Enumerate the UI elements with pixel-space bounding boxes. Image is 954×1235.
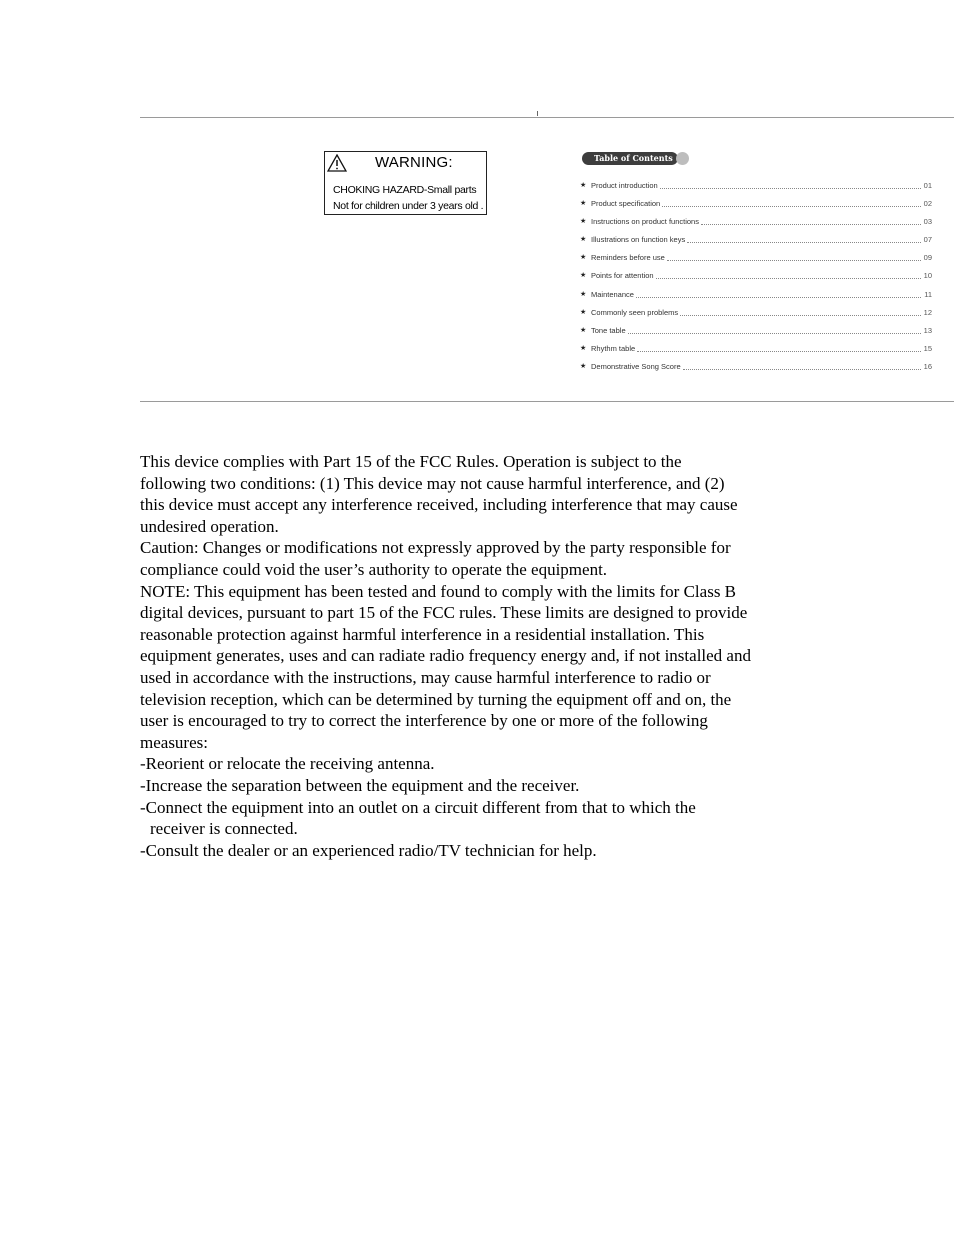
toc-item-label: Maintenance	[591, 289, 634, 299]
fcc-line: user is encouraged to try to correct the interference by one or more of the following	[140, 711, 708, 731]
star-icon: ★	[580, 345, 587, 352]
toc-leader-dots	[656, 272, 921, 279]
toc-leader-dots	[701, 218, 921, 225]
fcc-line: receiver is connected.	[150, 819, 298, 839]
fcc-line: -Reorient or relocate the receiving antenna.	[140, 754, 435, 774]
toc-heading: Table of Contents	[594, 153, 673, 163]
fcc-line: measures:	[140, 732, 208, 752]
fcc-line: undesired operation.	[140, 516, 279, 536]
fcc-line: digital devices, pursuant to part 15 of the FCC rules. These limits are designed to provide	[140, 603, 748, 623]
toc-leader-dots	[683, 363, 921, 370]
toc-item-label: Illustrations on function keys	[591, 234, 686, 244]
toc-item-label: Rhythm table	[591, 343, 636, 353]
toc-item-label: Product introduction	[591, 180, 658, 190]
star-icon: ★	[580, 363, 587, 370]
warning-line-1: CHOKING HAZARD-Small parts	[333, 184, 477, 196]
fcc-line: television reception, which can be determined by turning the equipment off and on, the	[140, 689, 732, 709]
toc-item	[580, 343, 932, 353]
fcc-line: following two conditions: (1) This device may not cause harmful interference, and (2)	[140, 473, 725, 493]
fcc-line: equipment generates, uses and can radiate radio frequency energy and, if not installed and	[140, 646, 751, 666]
star-icon: ★	[580, 182, 587, 189]
toc-item	[580, 307, 932, 317]
fcc-line: -Connect the equipment into an outlet on a circuit different from that to which the	[140, 797, 696, 817]
toc-item	[580, 216, 932, 226]
star-icon: ★	[580, 309, 587, 316]
toc-item-label: Product specification	[591, 198, 661, 208]
fcc-line: compliance could void the user’s authority to operate the equipment.	[140, 559, 608, 579]
toc-leader-dots	[662, 200, 921, 207]
star-icon: ★	[580, 236, 587, 243]
toc-item	[580, 361, 932, 371]
toc-leader-dots	[687, 236, 921, 243]
warning-box	[324, 151, 487, 215]
star-icon: ★	[580, 327, 587, 334]
toc-item-page: 13	[923, 325, 932, 335]
toc-item-page: 02	[923, 198, 932, 208]
toc-leader-dots	[636, 291, 921, 298]
toc-item	[580, 234, 932, 244]
toc-item-label: Points for attention	[591, 270, 654, 280]
bottom-divider	[140, 401, 954, 402]
toc-item-label: Tone table	[591, 325, 626, 335]
toc-item	[580, 325, 932, 335]
fcc-statement	[140, 451, 830, 861]
toc-item-page: 09	[923, 252, 932, 262]
toc-leader-dots	[660, 182, 921, 189]
toc-item-label: Commonly seen problems	[591, 307, 679, 317]
toc-item-page: 03	[923, 216, 932, 226]
center-tick	[537, 111, 538, 116]
star-icon: ★	[580, 200, 587, 207]
toc-item-label: Reminders before use	[591, 252, 665, 262]
toc-item-page: 11	[924, 289, 932, 299]
toc-item-page: 16	[923, 361, 932, 371]
toc-item-page: 01	[923, 180, 932, 190]
fcc-line: this device must accept any interference received, including interference that may cause	[140, 495, 738, 515]
toc-item	[580, 289, 932, 299]
fcc-line: This device complies with Part 15 of the FCC Rules. Operation is subject to the	[140, 452, 682, 471]
star-icon: ★	[580, 291, 587, 298]
toc-item-page: 10	[923, 270, 932, 280]
fcc-line: reasonable protection against harmful interference in a residential installation. This	[140, 624, 705, 644]
fcc-line: NOTE: This equipment has been tested and found to comply with the limits for Class B	[140, 581, 737, 601]
toc-item	[580, 198, 932, 208]
toc-item-page: 07	[923, 234, 932, 244]
toc-leader-dots	[680, 309, 921, 316]
toc-leader-dots	[628, 327, 921, 334]
star-icon: ★	[580, 254, 587, 261]
toc-item-label: Demonstrative Song Score	[591, 361, 681, 371]
top-divider	[140, 117, 954, 118]
toc-leader-dots	[667, 254, 921, 261]
fcc-line: Caution: Changes or modifications not expressly approved by the party responsible for	[140, 538, 731, 558]
warning-triangle-icon	[327, 154, 347, 172]
warning-line-2: Not for children under 3 years old .	[333, 200, 484, 212]
toc-item-page: 12	[923, 307, 932, 317]
fcc-line: -Increase the separation between the equipment and the receiver.	[140, 775, 580, 795]
star-icon: ★	[580, 272, 587, 279]
toc-heading-badge	[582, 152, 688, 166]
toc-leader-dots	[637, 345, 921, 352]
toc-item	[580, 270, 932, 280]
table-of-contents	[580, 150, 932, 375]
warning-title: WARNING:	[375, 154, 453, 171]
toc-item	[580, 180, 932, 190]
toc-item-label: Instructions on product functions	[591, 216, 699, 226]
toc-item-page: 15	[923, 343, 932, 353]
fcc-line: used in accordance with the instructions, may cause harmful interference to radio or	[140, 667, 711, 687]
star-icon: ★	[580, 218, 587, 225]
toc-item	[580, 252, 932, 262]
fcc-line: -Consult the dealer or an experienced radio/TV technician for help.	[140, 840, 597, 860]
